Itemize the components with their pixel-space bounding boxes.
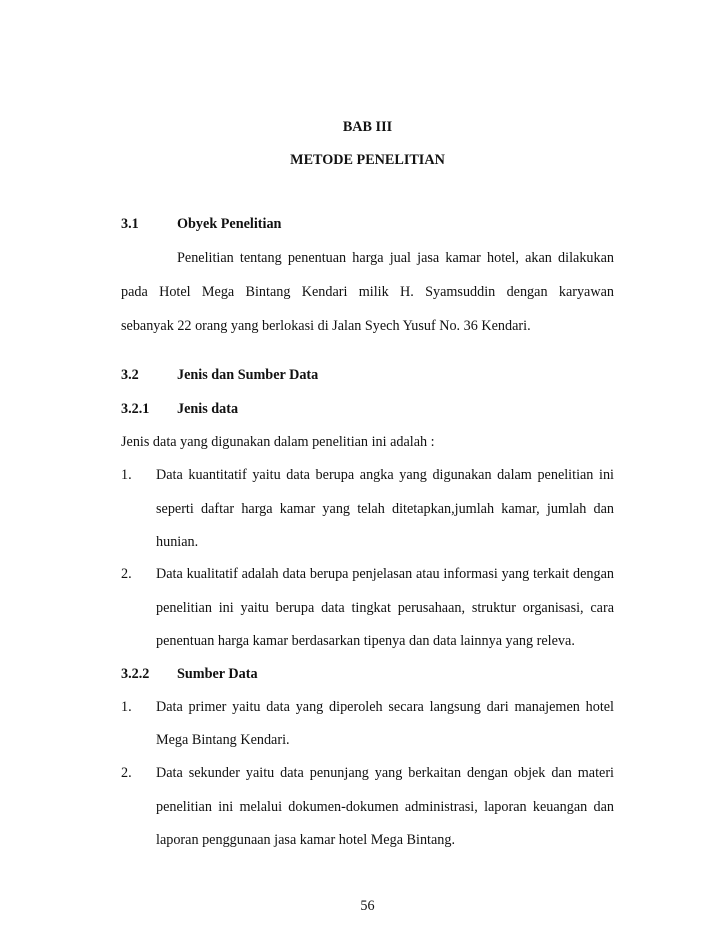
subsection-number: 3.2.2 (121, 666, 150, 682)
subsection-heading: Jenis data (177, 401, 239, 417)
list-marker: 1. (121, 467, 132, 483)
section-number: 3.2 (121, 367, 139, 383)
list-item-line: Data kualitatif adalah data berupa penjelasan atau informasi yang terkait dengan (156, 566, 614, 582)
list-marker: 2. (121, 765, 132, 781)
list-item-line: laporan penggunaan jasa kamar hotel Mega Bintang. (156, 832, 456, 848)
subsection-number: 3.2.1 (121, 401, 150, 417)
paragraph-line: pada Hotel Mega Bintang Kendari milik H. Syamsuddin dengan karyawan (121, 284, 614, 300)
list-item-line: Data kuantitatif yaitu data berupa angka yang digunakan dalam penelitian ini (156, 467, 614, 483)
subsection-heading: Sumber Data (177, 666, 258, 682)
paragraph-line: sebanyak 22 orang yang berlokasi di Jalan Syech Yusuf No. 36 Kendari. (121, 318, 531, 334)
list-item-line: seperti daftar harga kamar yang telah ditetapkan,jumlah kamar, jumlah dan (156, 501, 614, 517)
chapter-title: METODE PENELITIAN (290, 152, 445, 168)
list-item-line: Data primer yaitu data yang diperoleh secara langsung dari manajemen hotel (156, 699, 614, 715)
list-item-line: Data sekunder yaitu data penunjang yang berkaitan dengan objek dan materi (156, 765, 614, 781)
list-item-line: hunian. (156, 534, 199, 550)
list-marker: 1. (121, 699, 132, 715)
list-item-line: Mega Bintang Kendari. (156, 732, 290, 748)
chapter-label: BAB III (342, 119, 393, 135)
list-marker: 2. (121, 566, 132, 582)
page-number: 56 (360, 898, 375, 914)
intro-line: Jenis data yang digunakan dalam penelitian ini adalah : (121, 434, 435, 450)
section-number: 3.1 (121, 216, 139, 232)
section-heading: Jenis dan Sumber Data (177, 367, 319, 383)
list-item-line: penelitian ini yaitu berupa data tingkat perusahaan, struktur organisasi, cara (156, 600, 614, 616)
list-item-line: penelitian ini melalui dokumen-dokumen administrasi, laporan keuangan dan (156, 799, 614, 815)
paragraph-line: Penelitian tentang penentuan harga jual jasa kamar hotel, akan dilakukan (177, 250, 614, 266)
list-item-line: penentuan harga kamar berdasarkan tipenya dan data lainnya yang releva. (156, 633, 575, 649)
section-heading: Obyek Penelitian (177, 216, 282, 232)
